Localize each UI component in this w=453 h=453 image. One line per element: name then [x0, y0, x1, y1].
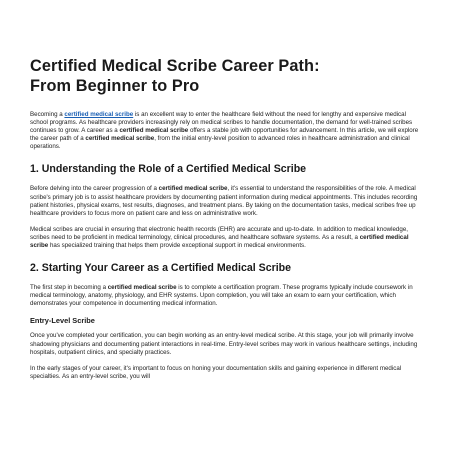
intro-paragraph: Becoming a certified medical scribe is an excellent way to enter the healthcare field without the need for lengthy and expensive medical school programs. As healthcare providers increasingly rely on medical scribes to handle documentation, the demand for well-trained scribes continues to grow. A career as a certified medical scribe offers a stable job with opportunities for advancement. In this article, we will explore the career path of a certified medical scribe, from the initial entry-level position to advanced roles in healthcare administration and clinical operations. — [30, 111, 419, 151]
entry-level-scribe-subheading: Entry-Level Scribe — [30, 316, 95, 326]
section-1-heading: 1. Understanding the Role of a Certified Medical Scribe — [30, 163, 307, 176]
certified-medical-scribe-link[interactable]: certified medical scribe — [64, 111, 134, 118]
section-2-paragraph-1: The first step in becoming a certified medical scribe is to complete a certification program. These programs typically include coursework in medical terminology, anatomy, physiology, and EHR systems. Upon completion, you will take an exam to earn your certification, which demonstrates your competence in documenting medical information. — [30, 284, 413, 308]
section-1-paragraph-1: Before delving into the career progression of a certified medical scribe, it's essential to understand the responsibilities of the role. A medical scribe's primary job is to assist healthcare providers by documenting patient information during medical appointments. This includes recording patient histories, physical exams, test results, diagnoses, and treatment plans. By taking on the documentation tasks, medical scribes free up healthcare providers to focus more on patient care and less on administrative work. — [30, 185, 418, 217]
page-title — [30, 56, 423, 96]
page-title-line-2: From Beginner to Pro — [30, 77, 200, 95]
section-2-paragraph-3: In the early stages of your career, it's important to focus on honing your documentation skills and gaining experience in different medical specialties. As an entry-level scribe, you will — [30, 364, 402, 380]
page-title-line-1: Certified Medical Scribe Career Path: — [30, 57, 320, 75]
section-2-heading: 2. Starting Your Career as a Certified Medical Scribe — [30, 262, 292, 275]
section-1-paragraph-2: Medical scribes are crucial in ensuring that electronic health records (EHR) are accurate and up-to-date. In addition to medical knowledge, scribes need to be proficient in medical terminology, clinical procedures, and healthcare software systems. As a result, a certified medical scribe has specialized training that helps them provide exceptional support in medical environments. — [30, 225, 409, 250]
section-2-paragraph-2: Once you've completed your certification, you can begin working as an entry-level medical scribe. At this stage, your job will primarily involve shadowing physicians and documenting patient interactions in real-time. Entry-level scribes may work in various healthcare settings, including hospitals, outpatient clinics, and specialty practices. — [30, 332, 418, 356]
